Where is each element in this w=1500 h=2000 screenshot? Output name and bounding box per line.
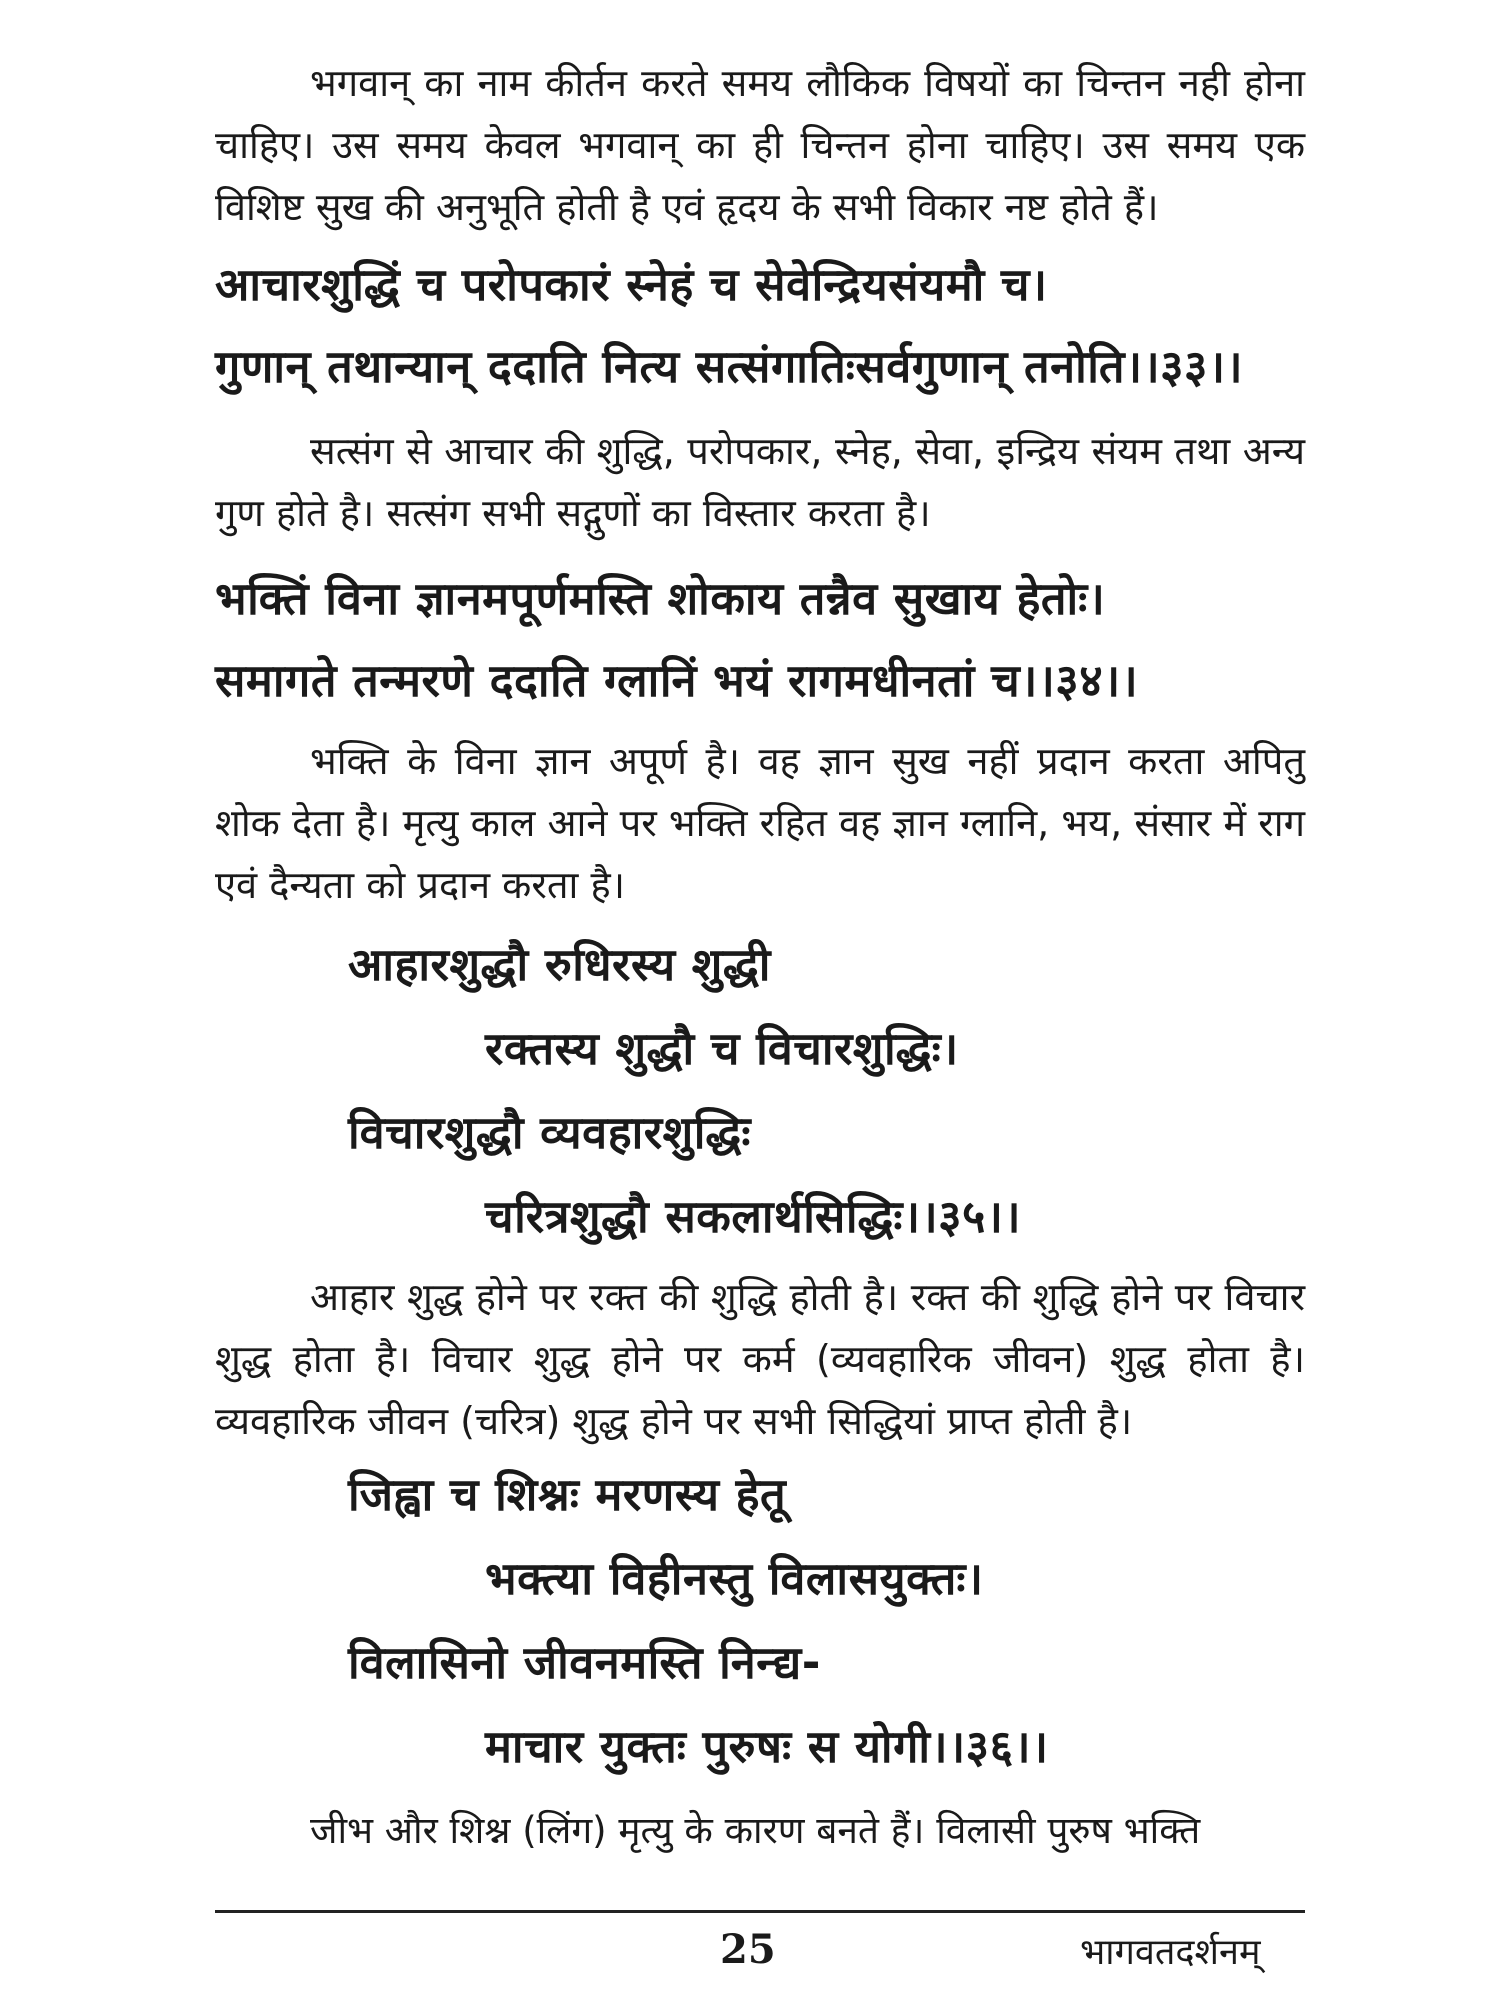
- paragraph-text: भगवान् का नाम कीर्तन करते समय लौकिक विषयों का चिन्तन नही होना चाहिए। उस समय केवल भगवान् का ही चिन्तन होना चाहिए। उस समय एक विशिष्ट सुख की अनुभूति होती है एवं हृदय के सभी विकार नष्ट होते हैं।: [215, 61, 1305, 229]
- verse-35-line-2: रक्तस्य शुद्धौ च विचारशुद्धिः।: [485, 1022, 959, 1075]
- prose-paragraph-1: [215, 52, 1305, 238]
- prose-paragraph-2: [215, 420, 1305, 544]
- verse-36-line-2: भक्त्या विहीनस्तु विलासयुक्तः।: [485, 1552, 984, 1605]
- prose-paragraph-5: जीभ और शिश्न (लिंग) मृत्यु के कारण बनते हैं। विलासी पुरुष भक्ति: [310, 1809, 1201, 1852]
- verse-34-line-2: समागते तन्मरणे ददाति ग्लानिं भयं रागमधीनतां च।।३४।।: [215, 654, 1139, 707]
- verse-33-line-2: गुणान् तथान्यान् ददाति नित्य सत्संगातिःसर्वगुणान् तनोति।।३३।।: [215, 340, 1244, 393]
- paragraph-text: भक्ति के विना ज्ञान अपूर्ण है। वह ज्ञान सुख नहीं प्रदान करता अपितु शोक देता है। मृत्यु काल आने पर भक्ति रहित वह ज्ञान ग्लानि, भय, संसार में राग एवं दैन्यता को प्रदान करता है।: [215, 739, 1305, 907]
- verse-35-line-3: विचारशुद्धौ व्यवहारशुद्धिः: [348, 1106, 751, 1159]
- verse-36-line-1: जिह्वा च शिश्नः मरणस्य हेतू: [348, 1468, 787, 1521]
- verse-36-line-3: विलासिनो जीवनमस्ति निन्द्य-: [348, 1636, 821, 1689]
- verse-33-line-1: आचारशुद्धिं च परोपकारं स्नेहं च सेवेन्द्रियसंयमौ च।: [215, 258, 1048, 311]
- verse-35-line-1: आहारशुद्धौ रुधिरस्य शुद्धी: [348, 938, 771, 991]
- verse-36-line-4: माचार युक्तः पुरुषः स योगी।।३६।।: [485, 1720, 1049, 1773]
- running-title: भागवतदर्शनम्: [1080, 1932, 1261, 1973]
- verse-35-line-4: चरित्रशुद्धौ सकलार्थसिद्धिः।।३५।।: [485, 1190, 1022, 1243]
- prose-paragraph-4: [215, 1266, 1305, 1452]
- footer-rule: [215, 1910, 1305, 1913]
- paragraph-text: सत्संग से आचार की शुद्धि, परोपकार, स्नेह, सेवा, इन्द्रिय संयम तथा अन्य गुण होते है। सत्संग सभी सद्गुणों का विस्तार करता है।: [215, 429, 1305, 535]
- prose-paragraph-3: [215, 730, 1305, 916]
- page-number: 25: [720, 1926, 776, 1973]
- verse-34-line-1: भक्तिं विना ज्ञानमपूर्णमस्ति शोकाय तन्नैव सुखाय हेतोः।: [215, 572, 1106, 625]
- paragraph-text: आहार शुद्ध होने पर रक्त की शुद्धि होती है। रक्त की शुद्धि होने पर विचार शुद्ध होता है। विचार शुद्ध होने पर कर्म (व्यवहारिक जीवन) शुद्ध होता है। व्यवहारिक जीवन (चरित्र) शुद्ध होने पर सभी सिद्धियां प्राप्त होती है।: [215, 1275, 1305, 1443]
